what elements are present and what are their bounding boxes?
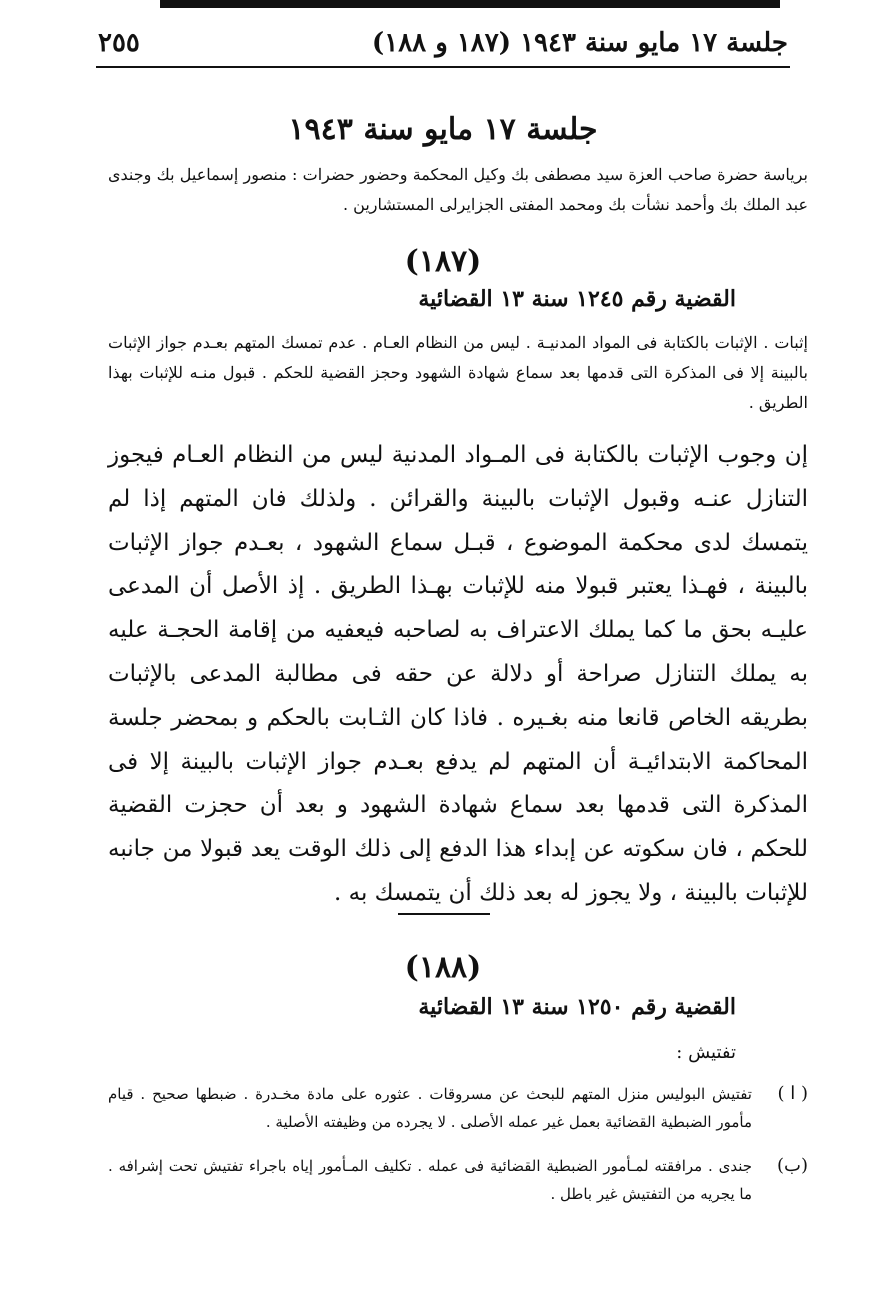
case-188-topic: تفتيش : xyxy=(676,1042,736,1063)
item-text: تفتيش البوليس منزل المتهم للبحث عن مسروقات . عثوره على مادة مخـدرة . ضبطها صحيح . قيام مأمور الضبطية القضائية بعمل غير عمله الأصلى . لا يجرده من وظيفته الأصلية . xyxy=(108,1085,752,1131)
section-separator xyxy=(398,913,490,915)
case-187-body-paragraph: إن وجوب الإثبات بالكتابة فى المـواد المدنية ليس من النظام العـام فيجوز التنازل عنـه وقبول الإثبات بالبينة والقرائن . ولذلك فان المتهم إذا لم يتمسك لدى محكمة الموضوع ، قبـل سماع الشهود ، بعـدم جواز الإثبات بالبينة ، فهـذا يعتبر قبولا منه للإثبات بهـذا الطريق . إذ الأصل أن المدعى عليـه بحق ما كما يملك الاعتراف به لصاحبه فيعفيه من إقامة الحجـة عليه به يملك التنازل صراحة أو دلالة عن حقه فى مطالبة المدعى بالإثبات بطريقه الخاص قانعا منه بغـيره . فاذا كان الثـابت بالحكم و بمحضر جلسة المحاكمة الابتدائيـة أن المتهم لم يدفع بعـدم جواز الإثبات بالبينة إلا فى المذكرة التى قدمها بعد سماع شهادة الشهود و بعد أن حجزت القضية للحكم ، فان سكوته عن إبداء هذا الدفع إلى ذلك الوقت يعد قبولا من جانبه للإثبات بالبينة ، ولا يجوز له بعد ذلك أن يتمسك به . xyxy=(108,442,808,906)
presidency-paragraph: برياسة حضرة صاحب العزة سيد مصطفى بك وكيل المحكمة وحضور حضرات : منصور إسماعيل بك وجندى عبد الملك بك وأحمد نشأت بك ومحمد المفتى الجزايرلى المستشارين . xyxy=(108,165,808,214)
case-187-summary: إثبات . الإثبات بالكتابة فى المواد المدنيـة . ليس من النظام العـام . عدم تمسك المتهم بعـدم جواز الإثبات بالبينة إلا فى المذكرة التى قدمها بعد سماع شهادة الشهود وحجز القضية للحكم . قبول منـه للإثبات بهذا الطريق . xyxy=(108,333,809,412)
case-188-item-a xyxy=(108,1080,808,1136)
case-187-body xyxy=(108,434,808,916)
item-marker: (ب) xyxy=(777,1155,808,1176)
case-187-reference: القضية رقم ١٢٤٥ سنة ١٣ القضائية xyxy=(418,286,736,312)
item-text: جندى . مرافقته لمـأمور الضبطية القضائية فى عمله . تكليف المـأمور إياه باجراء تفتيش تحت إشرافه . ما يجريه من التفتيش غير باطل . xyxy=(108,1157,752,1203)
item-marker: ( ا ) xyxy=(777,1083,808,1104)
page-header xyxy=(98,28,788,62)
top-border-bar xyxy=(160,0,780,8)
case-187-number: (١٨٧) xyxy=(404,244,482,279)
running-title: جلسة ١٧ مايو سنة ١٩٤٣ (١٨٧ و ١٨٨) xyxy=(371,28,788,58)
case-188-number: (١٨٨) xyxy=(404,950,482,985)
page-number: ٢٥٥ xyxy=(98,28,140,58)
session-title: جلسة ١٧ مايو سنة ١٩٤٣ xyxy=(288,112,598,147)
case-188-reference: القضية رقم ١٢٥٠ سنة ١٣ القضائية xyxy=(418,994,736,1020)
case-188-item-b xyxy=(108,1152,808,1208)
header-rule xyxy=(96,66,790,68)
